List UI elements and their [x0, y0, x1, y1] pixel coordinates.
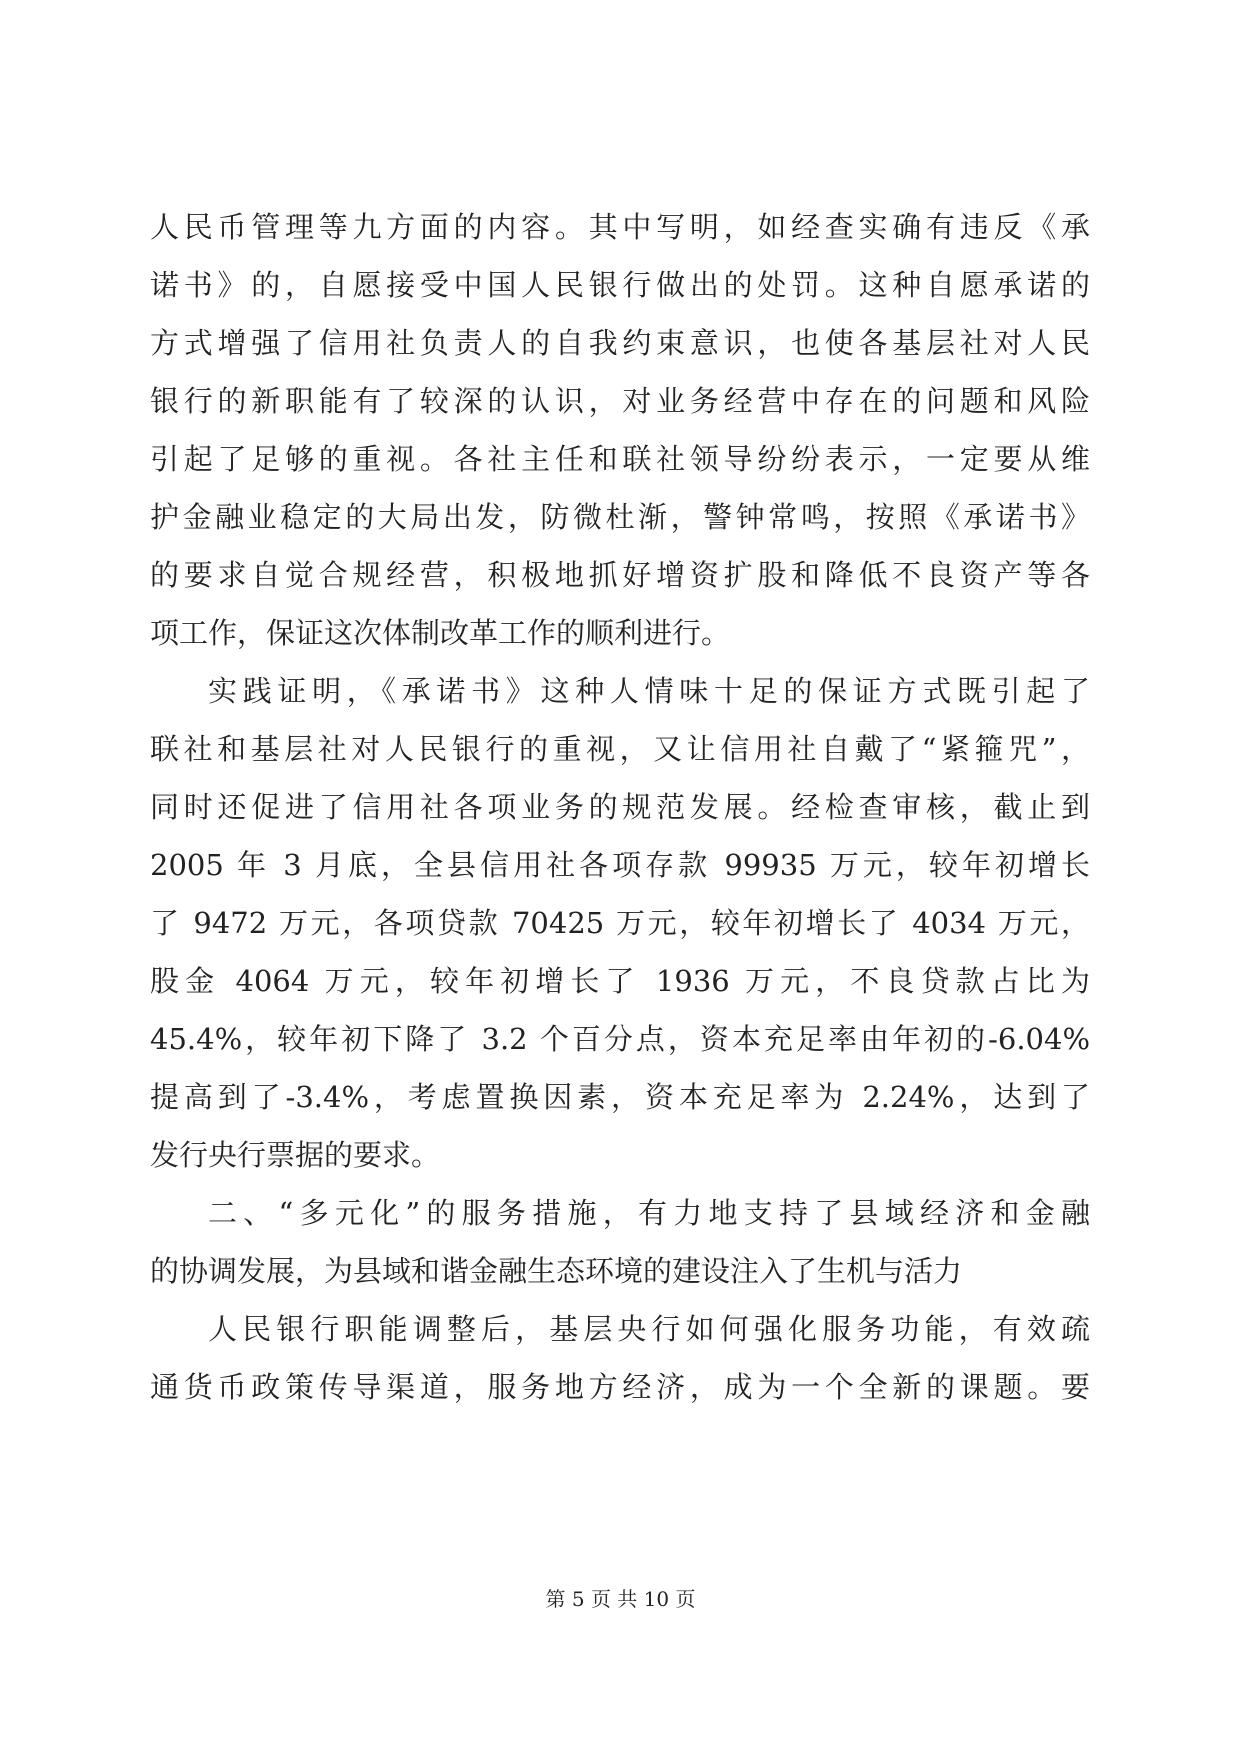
- text-line: 诺书》的，自愿接受中国人民银行做出的处罚。这种自愿承诺的: [150, 268, 1090, 302]
- text-line: 2005 年 3 月底，全县信用社各项存款 99935 万元，较年初增长: [150, 848, 1090, 882]
- text-line: 股金 4064 万元，较年初增长了 1936 万元，不良贷款占比为: [150, 964, 1090, 998]
- document-body: [150, 198, 1090, 1416]
- text-line: 联社和基层社对人民银行的重视，又让信用社自戴了“紧箍咒”，: [150, 732, 1090, 766]
- text-line: 提高到了-3.4%，考虑置换因素，资本充足率为 2.24%，达到了: [150, 1080, 1090, 1114]
- section-heading-line: 的协调发展，为县域和谐金融生态环境的建设注入了生机与活力: [150, 1254, 963, 1288]
- text-line: 银行的新职能有了较深的认识，对业务经营中存在的问题和风险: [150, 384, 1090, 418]
- text-line: 通货币政策传导渠道，服务地方经济，成为一个全新的课题。要: [150, 1370, 1090, 1404]
- text-line: 项工作，保证这次体制改革工作的顺利进行。: [150, 616, 731, 650]
- text-line: 方式增强了信用社负责人的自我约束意识，也使各基层社对人民: [150, 326, 1090, 360]
- text-line: 人民币管理等九方面的内容。其中写明，如经查实确有违反《承: [150, 210, 1090, 244]
- page-number-footer: 第 5 页 共 10 页: [545, 1587, 696, 1611]
- text-line: 实践证明，《承诺书》这种人情味十足的保证方式既引起了: [208, 674, 1090, 708]
- text-line: 的要求自觉合规经营，积极地抓好增资扩股和降低不良资产等各: [150, 558, 1090, 592]
- text-line: 45.4%，较年初下降了 3.2 个百分点，资本充足率由年初的-6.04%: [150, 1022, 1090, 1056]
- text-line: 同时还促进了信用社各项业务的规范发展。经检查审核，截止到: [150, 790, 1090, 824]
- text-line: 护金融业稳定的大局出发，防微杜渐，警钟常鸣，按照《承诺书》: [150, 500, 1090, 534]
- text-line: 引起了足够的重视。各社主任和联社领导纷纷表示，一定要从维: [150, 442, 1090, 476]
- text-line: 发行央行票据的要求。: [150, 1138, 441, 1172]
- text-line: 了 9472 万元，各项贷款 70425 万元，较年初增长了 4034 万元，: [150, 906, 1090, 940]
- text-line: 人民银行职能调整后，基层央行如何强化服务功能，有效疏: [208, 1312, 1090, 1346]
- section-heading-line: 二、“多元化”的服务措施，有力地支持了县域经济和金融: [208, 1196, 1090, 1230]
